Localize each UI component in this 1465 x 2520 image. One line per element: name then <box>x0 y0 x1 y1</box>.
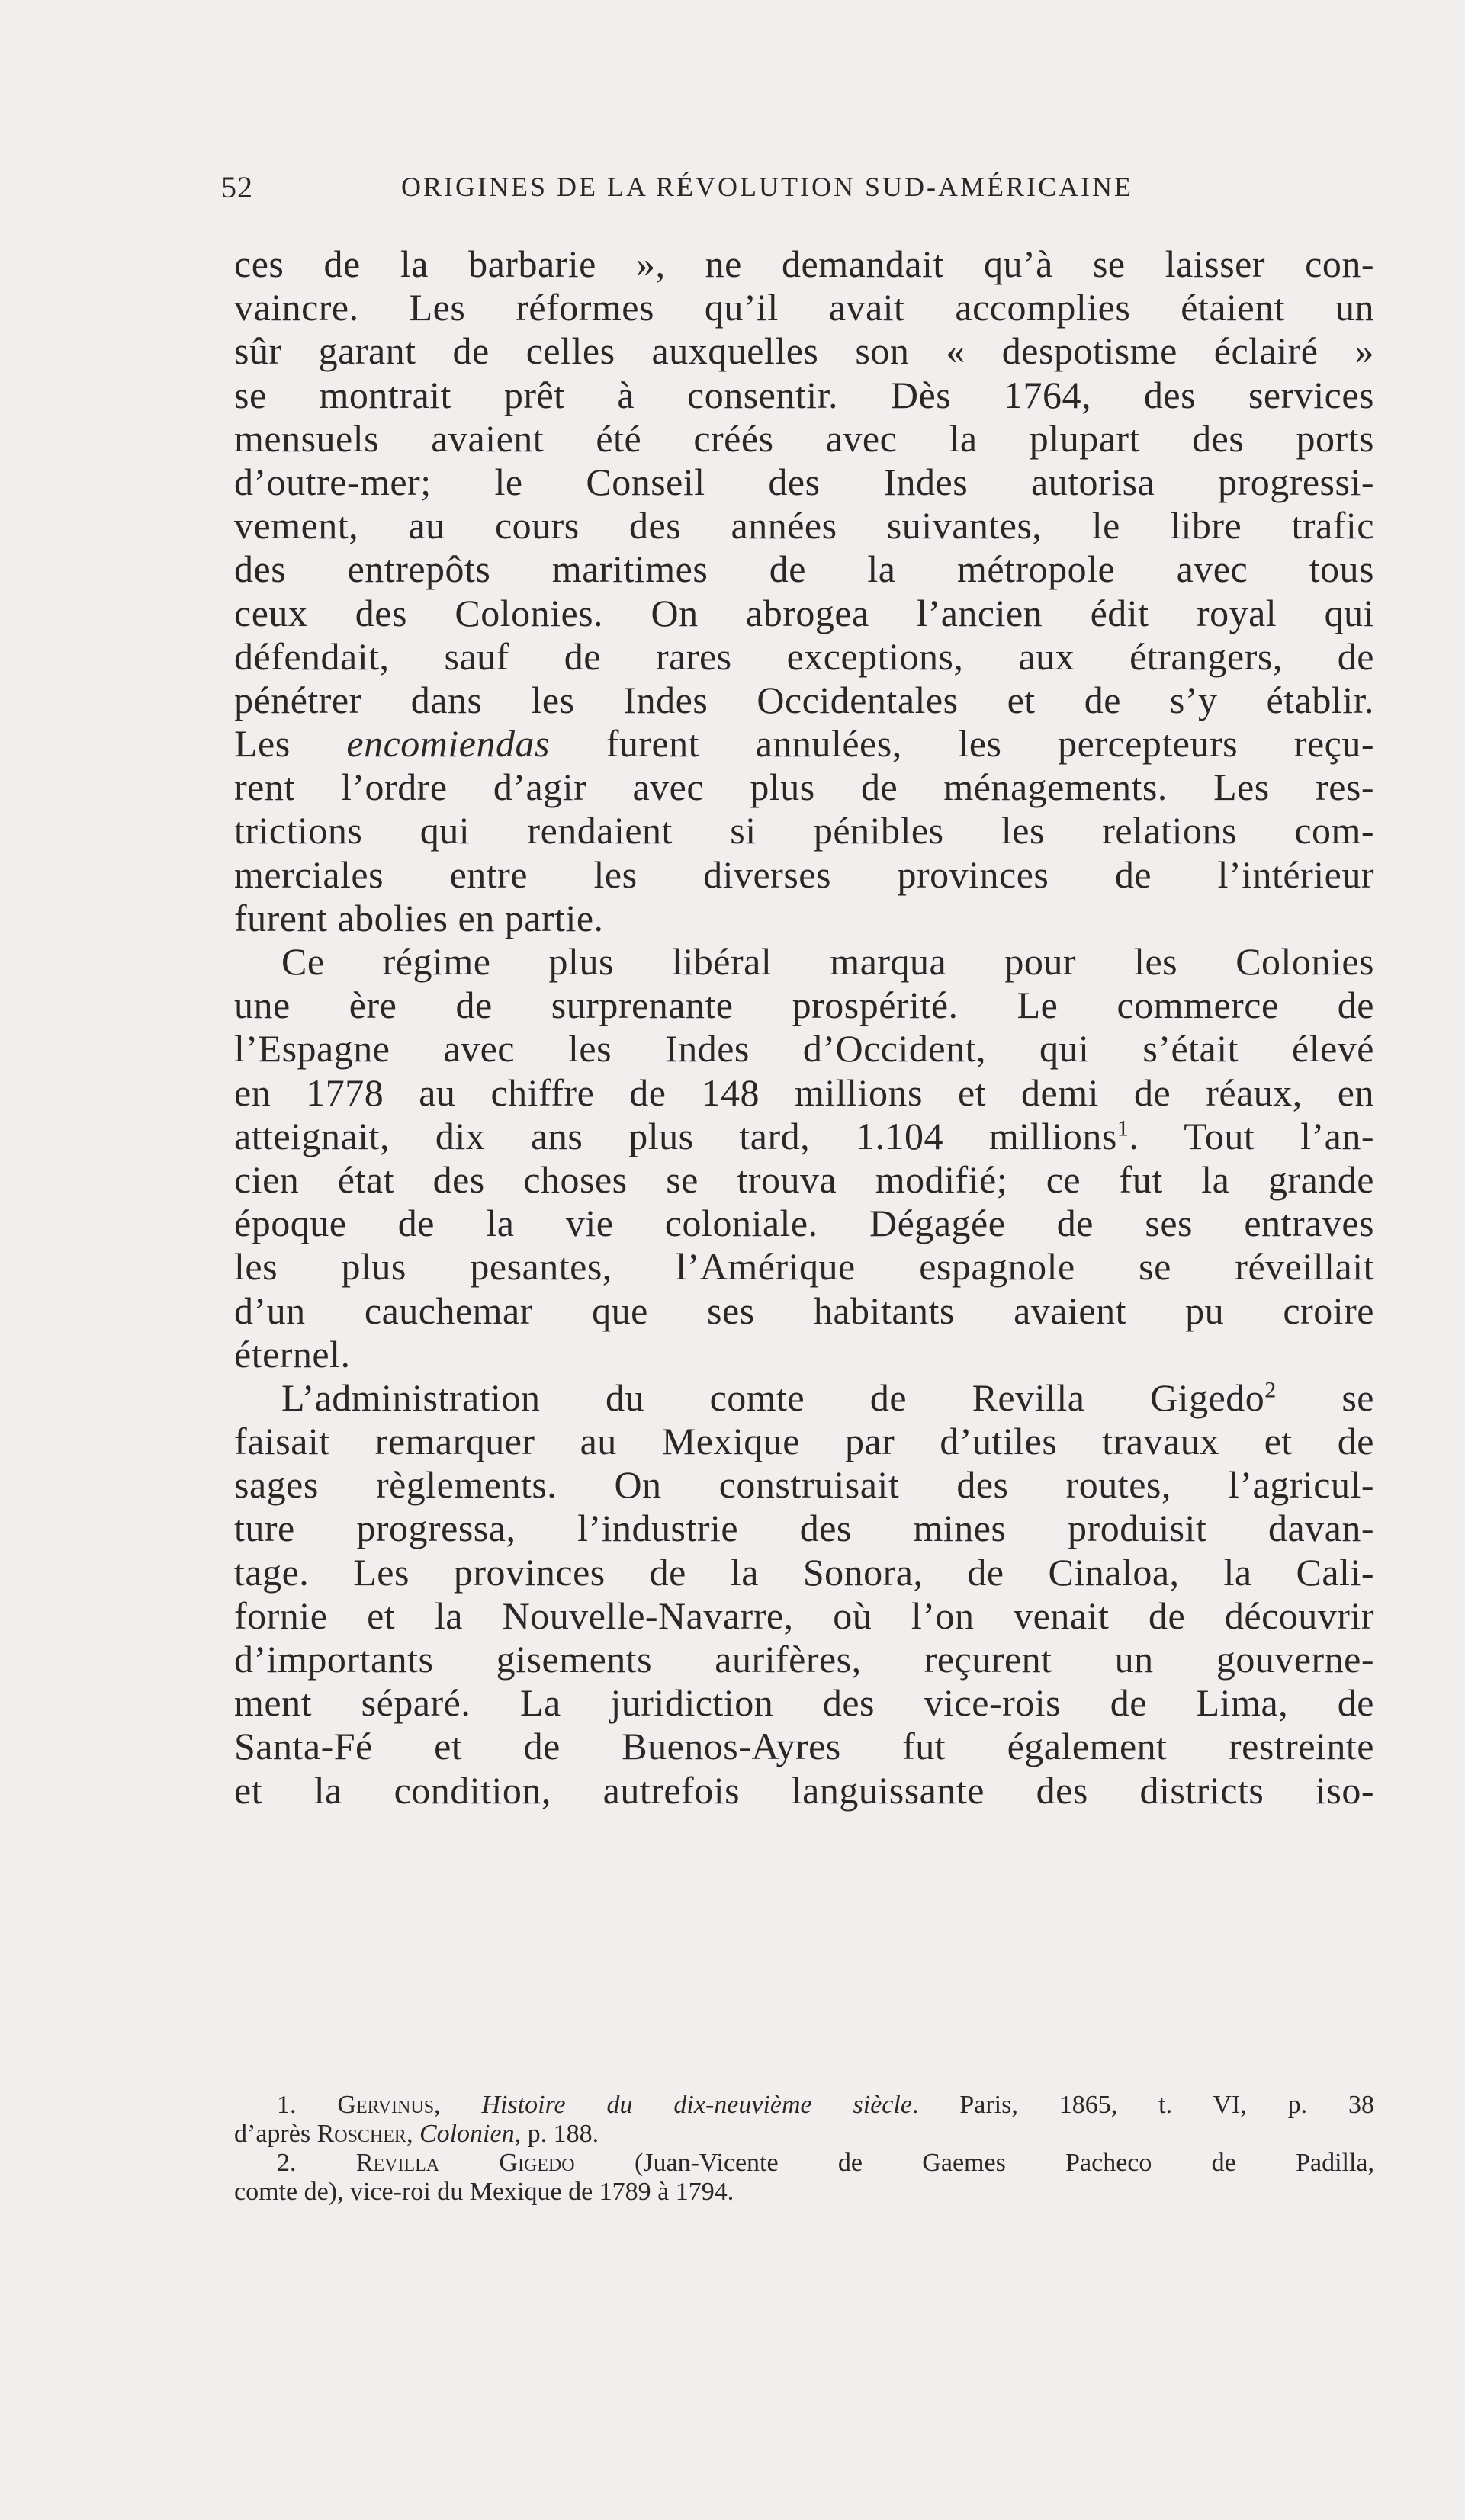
footnote-work: Histoire du dix-neuvième siècle <box>481 2091 912 2119</box>
footnote-text: (Juan-Vicente de Gaemes Pacheco de Padilla, <box>634 2149 1375 2177</box>
footnote-ref: 1 <box>1116 1116 1129 1141</box>
text-line: ceux des Colonies. On abrogea l’ancien édit royal qui <box>234 591 1374 634</box>
footnote-1-cont <box>234 2120 1374 2149</box>
text-line: une ère de surprenante prospérité. Le commerce de <box>234 984 1374 1027</box>
text-line: époque de la vie coloniale. Dégagée de ses entraves <box>234 1202 1374 1245</box>
text-line: ces de la barbarie », ne demandait qu’à se laisser con- <box>234 242 1374 285</box>
text-line: rent l’ordre d’agir avec plus de ménagements. Les res- <box>234 766 1374 809</box>
footnote-author: Roscher <box>316 2120 406 2148</box>
text-line: vaincre. Les réformes qu’il avait accomplies étaient un <box>234 286 1374 329</box>
text-line: cien état des choses se trouva modifié; ce fut la grande <box>234 1157 1374 1201</box>
footnote-punct: , <box>434 2091 441 2119</box>
footnote-2 <box>234 2149 1374 2178</box>
footnote-number: 1. <box>277 2091 297 2119</box>
text-line: fornie et la Nouvelle-Navarre, où l’on venait de découvrir <box>234 1594 1374 1637</box>
footnote-text: , p. 188. <box>514 2120 599 2148</box>
page-number: 52 <box>221 170 253 204</box>
text-line: ment séparé. La juridiction des vice-rois de Lima, de <box>234 1681 1374 1725</box>
text-line: en 1778 au chiffre de 148 millions et demi de réaux, en <box>234 1071 1374 1114</box>
text-segment: atteignait, dix ans plus tard, 1.104 millions <box>234 1114 1117 1157</box>
footnote-2-cont: comte de), vice-roi du Mexique de 1789 à 1794. <box>234 2178 734 2206</box>
text-line: sages règlements. On construisait des routes, l’agricul- <box>234 1463 1374 1507</box>
footnote-ref: 2 <box>1264 1377 1277 1403</box>
footnote-text: . Paris, 1865, t. VI, p. 38 <box>911 2091 1375 2119</box>
text-line: Ce régime plus libéral marqua pour les Colonies <box>281 940 1374 983</box>
text-line: d’importants gisements aurifères, reçurent un gouverne- <box>234 1638 1374 1681</box>
text-line: vement, au cours des années suivantes, le libre trafic <box>234 504 1374 547</box>
text-segment: L’administration du comte de Revilla Gigedo <box>281 1376 1265 1419</box>
text-line <box>234 1376 1374 1420</box>
text-line: furent abolies en partie. <box>234 896 604 939</box>
text-line: sûr garant de celles auxquelles son « despotisme éclairé » <box>234 329 1374 373</box>
text-line: se montrait prêt à consentir. Dès 1764, des services <box>234 373 1374 416</box>
footnote-author: Gervinus <box>337 2091 435 2119</box>
text-segment: . Tout l’an- <box>1129 1114 1374 1157</box>
text-line: des entrepôts maritimes de la métropole avec tous <box>234 547 1374 591</box>
text-line: d’outre-mer; le Conseil des Indes autorisa progressi- <box>234 460 1374 503</box>
text-segment: se <box>1341 1376 1374 1419</box>
footnote-person: Revilla Gigedo <box>355 2149 575 2177</box>
text-segment: furent annulées, les percepteurs reçu- <box>606 722 1375 766</box>
italic-term: encomiendas <box>346 722 550 766</box>
text-line: les plus pesantes, l’Amérique espagnole se réveillait <box>234 1245 1374 1289</box>
text-line: éternel. <box>234 1332 351 1376</box>
text-line: merciales entre les diverses provinces de l’intérieur <box>234 852 1374 896</box>
body-text <box>234 242 1374 1812</box>
running-title: ORIGINES DE LA RÉVOLUTION SUD-AMÉRICAINE <box>401 172 1133 202</box>
text-line: et la condition, autrefois languissante des districts iso- <box>234 1768 1374 1812</box>
footnote-number: 2. <box>277 2149 297 2177</box>
footnotes <box>234 2091 1374 2207</box>
text-line: Santa-Fé et de Buenos-Ayres fut également restreinte <box>234 1725 1374 1768</box>
text-line: pénétrer dans les Indes Occidentales et de s’y établir. <box>234 678 1374 721</box>
text-line: mensuels avaient été créés avec la plupart des ports <box>234 416 1374 460</box>
text-line: trictions qui rendaient si pénibles les relations com- <box>234 809 1374 852</box>
text-line: tage. Les provinces de la Sonora, de Cinaloa, la Cali- <box>234 1550 1374 1594</box>
text-segment: Les <box>234 722 291 766</box>
text-line: défendait, sauf de rares exceptions, aux étrangers, de <box>234 634 1374 678</box>
text-line <box>234 1115 1374 1158</box>
text-line: ture progressa, l’industrie des mines produisit davan- <box>234 1507 1374 1550</box>
footnote-punct: , <box>406 2120 413 2148</box>
text-line: l’Espagne avec les Indes d’Occident, qui s’était élevé <box>234 1027 1374 1071</box>
text-line: d’un cauchemar que ses habitants avaient pu croire <box>234 1289 1374 1332</box>
footnote-1 <box>234 2091 1374 2120</box>
footnote-text: d’après <box>234 2120 311 2148</box>
text-line: faisait remarquer au Mexique par d’utiles travaux et de <box>234 1420 1374 1463</box>
footnote-work: Colonien <box>419 2120 515 2148</box>
text-line <box>234 722 1374 766</box>
running-head <box>221 169 1289 215</box>
